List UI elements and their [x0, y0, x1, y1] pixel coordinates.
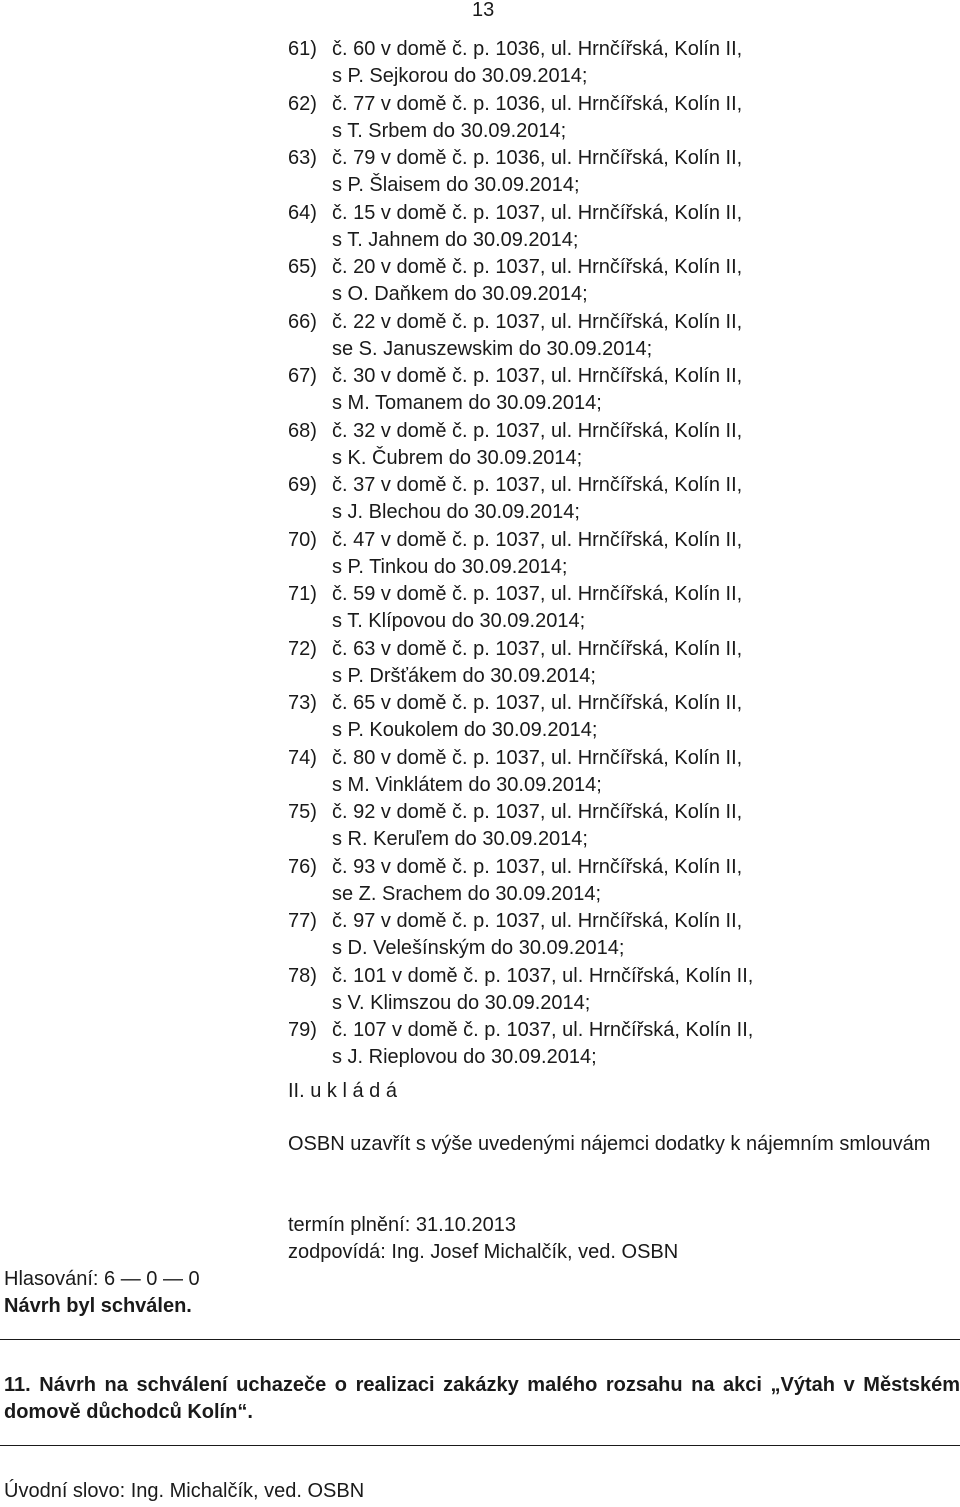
item-line-1: č. 20 v domě č. p. 1037, ul. Hrnčířská, Kolín II,	[332, 256, 743, 278]
item-line-2: s K. Čubrem do 30.09.2014;	[332, 446, 583, 469]
agenda-item-title: 11. Návrh na schválení uchazeče o realizaci zakázky malého rozsahu na akci „Výtah v Městském domově důchodců Kolín“.	[4, 1374, 960, 1423]
item-line-1: č. 80 v domě č. p. 1037, ul. Hrnčířská, Kolín II,	[332, 746, 743, 769]
item-line-2: s T. Srbem do 30.09.2014;	[332, 119, 567, 142]
item-line-1: č. 79 v domě č. p. 1036, ul. Hrnčířská, Kolín II,	[332, 147, 743, 169]
intro-speaker: Úvodní slovo: Ing. Michalčík, ved. OSBN	[4, 1480, 365, 1502]
item-line-2: s T. Klípovou do 30.09.2014;	[332, 610, 586, 632]
item-line-1: č. 101 v domě č. p. 1037, ul. Hrnčířská, Kolín II,	[332, 964, 754, 987]
item-number: 65)	[288, 256, 317, 278]
item-number: 77)	[288, 910, 317, 932]
approval-status: Návrh byl schválen.	[4, 1295, 192, 1317]
item-number: 72)	[288, 637, 317, 660]
divider	[0, 1445, 960, 1446]
item-line-1: č. 77 v domě č. p. 1036, ul. Hrnčířská, Kolín II,	[332, 92, 743, 115]
item-line-2: s P. Šlaisem do 30.09.2014;	[332, 174, 580, 196]
item-line-1: č. 65 v domě č. p. 1037, ul. Hrnčířská, Kolín II,	[332, 692, 743, 714]
item-number: 69)	[288, 474, 317, 496]
item-line-2: s P. Sejkorou do 30.09.2014;	[332, 65, 588, 87]
item-line-2: s V. Klimszou do 30.09.2014;	[332, 991, 591, 1014]
item-line-2: s P. Koukolem do 30.09.2014;	[332, 719, 598, 741]
item-line-2: s O. Daňkem do 30.09.2014;	[332, 283, 588, 305]
item-line-1: č. 93 v domě č. p. 1037, ul. Hrnčířská, Kolín II,	[332, 855, 743, 878]
item-line-2: s M. Tomanem do 30.09.2014;	[332, 392, 602, 414]
item-line-1: č. 63 v domě č. p. 1037, ul. Hrnčířská, Kolín II,	[332, 637, 743, 660]
item-line-2: s P. Dršťákem do 30.09.2014;	[332, 664, 596, 687]
item-number: 62)	[288, 92, 317, 115]
item-line-2: s P. Tinkou do 30.09.2014;	[332, 555, 568, 578]
item-number: 61)	[288, 38, 317, 60]
item-number: 66)	[288, 310, 317, 333]
item-number: 79)	[288, 1019, 317, 1041]
item-number: 70)	[288, 528, 317, 551]
item-number: 68)	[288, 419, 317, 442]
divider	[0, 1339, 960, 1340]
item-line-1: č. 47 v domě č. p. 1037, ul. Hrnčířská, Kolín II,	[332, 528, 743, 551]
section-text: OSBN uzavřít s výše uvedenými nájemci dodatky k nájemním smlouvám	[288, 1133, 931, 1155]
item-number: 75)	[288, 801, 317, 823]
item-number: 74)	[288, 746, 317, 769]
item-line-1: č. 32 v domě č. p. 1037, ul. Hrnčířská, Kolín II,	[332, 419, 743, 442]
item-line-1: č. 22 v domě č. p. 1037, ul. Hrnčířská, Kolín II,	[332, 310, 743, 333]
item-number: 76)	[288, 855, 317, 878]
item-line-1: č. 59 v domě č. p. 1037, ul. Hrnčířská, Kolín II,	[332, 583, 743, 605]
item-line-1: č. 60 v domě č. p. 1036, ul. Hrnčířská, Kolín II,	[332, 38, 743, 60]
item-line-2: s R. Keruľem do 30.09.2014;	[332, 828, 588, 850]
item-line-1: č. 30 v domě č. p. 1037, ul. Hrnčířská, Kolín II,	[332, 365, 743, 387]
responsible-person: zodpovídá: Ing. Josef Michalčík, ved. OSBN	[288, 1241, 679, 1263]
item-line-1: č. 92 v domě č. p. 1037, ul. Hrnčířská, Kolín II,	[332, 801, 743, 823]
item-number: 63)	[288, 147, 317, 169]
item-line-2: se Z. Srachem do 30.09.2014;	[332, 882, 602, 905]
item-number: 67)	[288, 365, 317, 387]
item-line-2: s T. Jahnem do 30.09.2014;	[332, 228, 579, 251]
item-number: 64)	[288, 201, 317, 224]
item-line-1: č. 107 v domě č. p. 1037, ul. Hrnčířská, Kolín II,	[332, 1019, 754, 1041]
section-heading: II. u k l á d á	[288, 1080, 397, 1102]
vote-result: Hlasování: 6 — 0 — 0	[4, 1268, 200, 1290]
deadline: termín plnění: 31.10.2013	[288, 1214, 516, 1236]
item-number: 78)	[288, 964, 317, 987]
item-line-1: č. 97 v domě č. p. 1037, ul. Hrnčířská, Kolín II,	[332, 910, 743, 932]
page-number: 13	[472, 0, 495, 21]
item-number: 73)	[288, 692, 317, 714]
item-line-2: se S. Januszewskim do 30.09.2014;	[332, 337, 653, 360]
item-line-1: č. 37 v domě č. p. 1037, ul. Hrnčířská, Kolín II,	[332, 474, 743, 496]
item-line-2: s J. Blechou do 30.09.2014;	[332, 501, 580, 523]
item-line-2: s D. Velešínským do 30.09.2014;	[332, 937, 625, 959]
item-number: 71)	[288, 583, 317, 605]
item-line-2: s M. Vinklátem do 30.09.2014;	[332, 773, 602, 796]
item-line-2: s J. Rieplovou do 30.09.2014;	[332, 1046, 597, 1068]
item-line-1: č. 15 v domě č. p. 1037, ul. Hrnčířská, Kolín II,	[332, 201, 743, 224]
